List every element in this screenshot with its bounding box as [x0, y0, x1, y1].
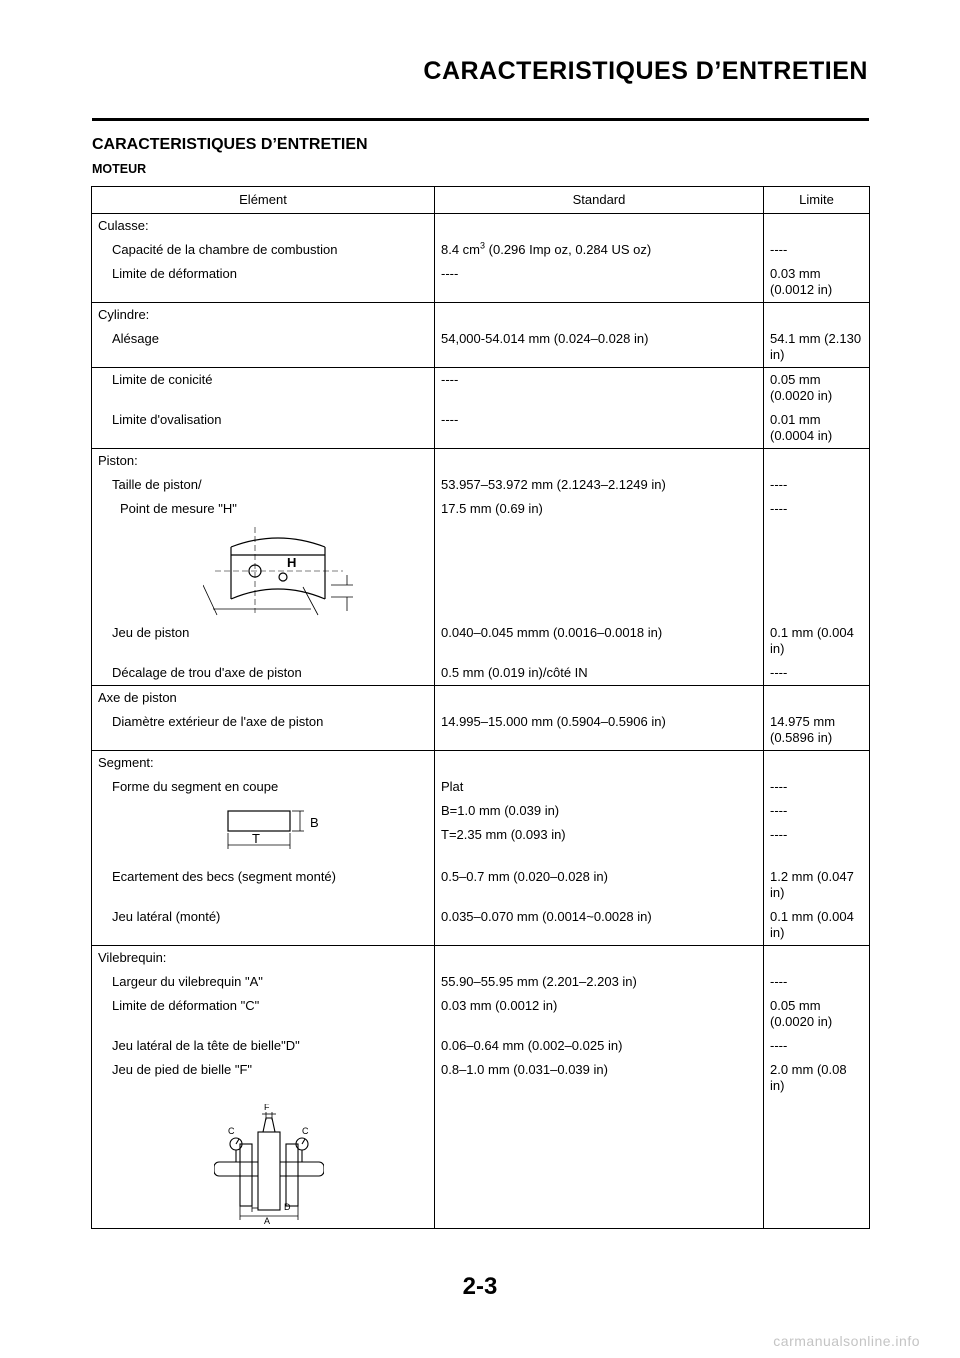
row-standard: 8.4 $cm^3$ (0.296 Imp oz, 0.284 US oz)	[435, 238, 764, 262]
table-row	[92, 1098, 870, 1229]
row-label: Forme du segment en coupe	[92, 775, 435, 799]
row-standard: 17.5 mm (0.69 in)	[435, 497, 764, 521]
row-limit: ----	[764, 775, 870, 799]
table-row	[92, 214, 870, 239]
row-limit: 0.05 mm (0.0020 in)	[764, 368, 870, 409]
row-label: Limite de conicité	[92, 368, 435, 409]
row-standard: 0.8–1.0 mm (0.031–0.039 in)	[435, 1058, 764, 1098]
piston-diagram	[203, 525, 423, 617]
row-limit: ----	[764, 473, 870, 497]
row-standard: 55.90–55.95 mm (2.201–2.203 in)	[435, 970, 764, 994]
crankshaft-diagram	[214, 1104, 324, 1224]
table-header-row	[92, 187, 870, 214]
row-label: Largeur du vilebrequin "A"	[92, 970, 435, 994]
table-row	[92, 449, 870, 474]
row-standard: B=1.0 mm (0.039 in)	[435, 799, 764, 823]
row-label: Alésage	[92, 327, 435, 368]
page-header-title: CARACTERISTIQUES D’ENTRETIEN	[423, 57, 868, 85]
col-header-limit: Limite	[764, 187, 870, 214]
table-row	[92, 994, 870, 1034]
row-standard: 0.5–0.7 mm (0.020–0.028 in)	[435, 865, 764, 905]
row-label: Limite de déformation "C"	[92, 994, 435, 1034]
group-label-axe: Axe de piston	[92, 686, 435, 711]
diagram-label-b: B	[310, 815, 319, 830]
group-label-vilebrequin: Vilebrequin:	[92, 946, 435, 971]
group-label-culasse: Culasse:	[92, 214, 435, 239]
table-row	[92, 905, 870, 946]
row-standard: ----	[435, 408, 764, 449]
row-standard: 53.957–53.972 mm (2.1243–2.1249 in)	[435, 473, 764, 497]
table-row	[92, 946, 870, 971]
row-limit: 0.03 mm (0.0012 in)	[764, 262, 870, 303]
table-row	[92, 775, 870, 799]
table-row	[92, 521, 870, 621]
row-standard: 0.06–0.64 mm (0.002–0.025 in)	[435, 1034, 764, 1058]
row-limit: ----	[764, 1034, 870, 1058]
watermark: carmanualsonline.info	[773, 1333, 920, 1349]
table-row	[92, 751, 870, 776]
row-limit: ----	[764, 823, 870, 865]
row-limit: ----	[764, 799, 870, 823]
table-row	[92, 303, 870, 328]
row-label: Jeu de piston	[92, 621, 435, 661]
group-label-segment: Segment:	[92, 751, 435, 776]
row-limit: 1.2 mm (0.047 in)	[764, 865, 870, 905]
row-limit: 0.01 mm (0.0004 in)	[764, 408, 870, 449]
row-limit: ----	[764, 970, 870, 994]
diagram-label-c-right: C	[302, 1126, 309, 1136]
row-standard: T=2.35 mm (0.093 in)	[435, 823, 764, 865]
row-label: Limite d'ovalisation	[92, 408, 435, 449]
row-label: Décalage de trou d'axe de piston	[92, 661, 435, 686]
group-label-cylindre: Cylindre:	[92, 303, 435, 328]
table-row	[92, 710, 870, 751]
crank-diagram-cell	[92, 1098, 435, 1229]
subsection-title: MOTEUR	[92, 162, 147, 176]
row-label: Taille de piston/	[92, 473, 435, 497]
table-row	[92, 238, 870, 262]
row-label: Point de mesure "H"	[92, 497, 435, 521]
row-label: Ecartement des becs (segment monté)	[92, 865, 435, 905]
row-limit: 0.1 mm (0.004 in)	[764, 905, 870, 946]
diagram-label-d: D	[284, 1202, 291, 1212]
row-limit: ----	[764, 238, 870, 262]
row-limit: 54.1 mm (2.130 in)	[764, 327, 870, 368]
col-header-element: Elément	[92, 187, 435, 214]
table-row	[92, 408, 870, 449]
section-title: CARACTERISTIQUES D’ENTRETIEN	[92, 136, 368, 153]
table-row	[92, 970, 870, 994]
row-label: Jeu de pied de bielle "F"	[92, 1058, 435, 1098]
header-rule	[92, 118, 869, 121]
table-row	[92, 865, 870, 905]
row-label: Capacité de la chambre de combustion	[92, 238, 435, 262]
piston-diagram-cell	[92, 521, 435, 621]
table-row	[92, 686, 870, 711]
ring-section-diagram	[220, 803, 350, 853]
table-row	[92, 327, 870, 368]
row-label: Jeu latéral (monté)	[92, 905, 435, 946]
row-standard: ----	[435, 368, 764, 409]
table-row	[92, 368, 870, 409]
diagram-label-h: H	[287, 555, 297, 570]
table-row	[92, 262, 870, 303]
row-standard: 0.03 mm (0.0012 in)	[435, 994, 764, 1034]
table-row	[92, 473, 870, 497]
table-row	[92, 621, 870, 661]
row-limit: 2.0 mm (0.08 in)	[764, 1058, 870, 1098]
diagram-label-a: A	[264, 1216, 271, 1224]
spec-table	[91, 186, 870, 1229]
col-header-standard: Standard	[435, 187, 764, 214]
table-row	[92, 661, 870, 686]
row-label: Jeu latéral de la tête de bielle"D"	[92, 1034, 435, 1058]
diagram-label-c-left: C	[228, 1126, 235, 1136]
row-standard: ----	[435, 262, 764, 303]
group-label-piston: Piston:	[92, 449, 435, 474]
page-number: 2-3	[462, 1273, 498, 1300]
row-standard: 0.035–0.070 mm (0.0014~0.0028 in)	[435, 905, 764, 946]
row-limit: ----	[764, 661, 870, 686]
row-label: Limite de déformation	[92, 262, 435, 303]
row-standard: 14.995–15.000 mm (0.5904–0.5906 in)	[435, 710, 764, 751]
row-standard: 0.5 mm (0.019 in)/côté IN	[435, 661, 764, 686]
row-standard: 0.040–0.045 mmm (0.0016–0.0018 in)	[435, 621, 764, 661]
table-row	[92, 1034, 870, 1058]
diagram-label-t: T	[252, 831, 260, 846]
table-row	[92, 1058, 870, 1098]
row-label: Diamètre extérieur de l'axe de piston	[92, 710, 435, 751]
row-limit: 0.1 mm (0.004 in)	[764, 621, 870, 661]
diagram-label-f: F	[264, 1104, 270, 1112]
table-row	[92, 799, 870, 823]
row-standard: Plat	[435, 775, 764, 799]
row-standard: 54,000-54.014 mm (0.024–0.028 in)	[435, 327, 764, 368]
row-limit: 0.05 mm (0.0020 in)	[764, 994, 870, 1034]
table-row	[92, 497, 870, 521]
ring-diagram-cell	[92, 799, 435, 865]
row-limit: 14.975 mm (0.5896 in)	[764, 710, 870, 751]
row-limit: ----	[764, 497, 870, 521]
